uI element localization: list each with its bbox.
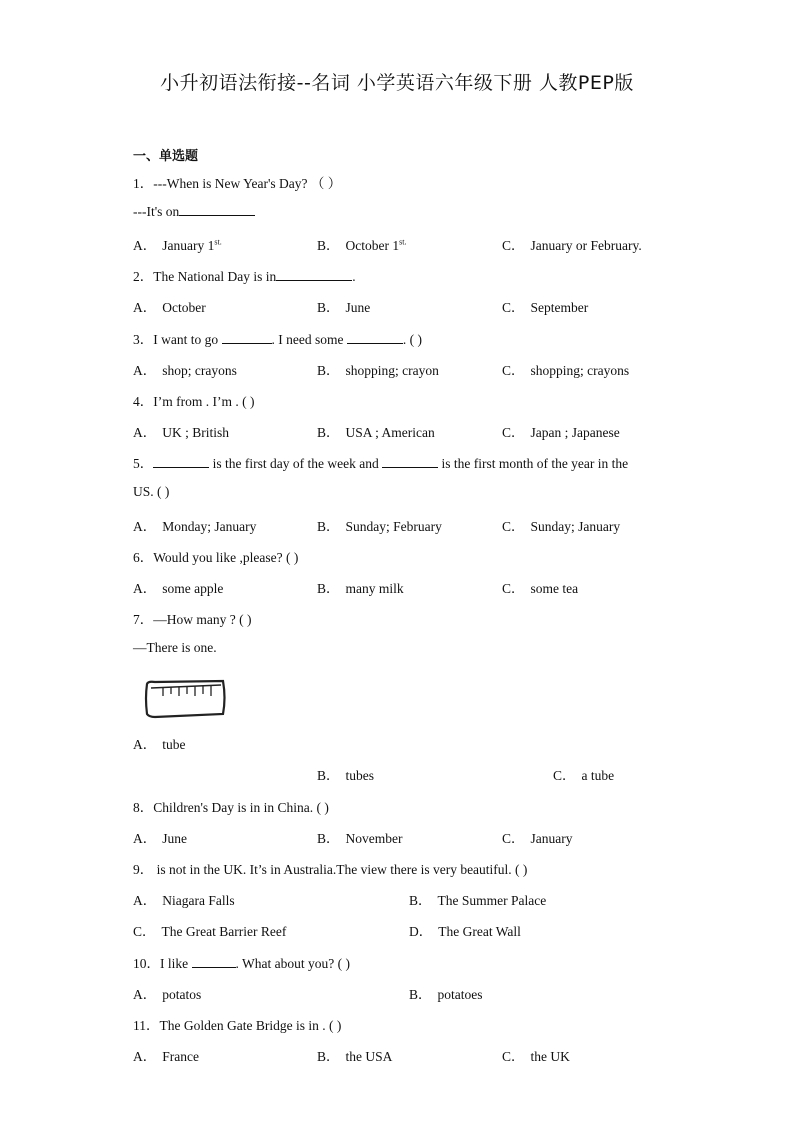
question-2-option-a[interactable]: A． October [133, 300, 206, 315]
question-1-option-a[interactable]: A． January $1^{st.}$ [133, 237, 222, 253]
question-1-answer-line: ---It's on [133, 203, 255, 220]
question-11-option-b[interactable]: B． the USA [317, 1049, 393, 1064]
question-3-option-b[interactable]: B． shopping; crayon [317, 363, 439, 378]
question-7-option-c[interactable]: C． a tube [553, 768, 615, 783]
question-10-option-b[interactable]: B． potatoes [409, 987, 483, 1002]
question-11-option-a[interactable]: A． France [133, 1049, 199, 1064]
question-8-stem: 8．Children's Day is in in China. ( ) [133, 800, 329, 815]
question-4-stem: 4．I’m from . I’m . ( ) [133, 394, 255, 409]
question-1-option-b[interactable]: B． October $1^{st.}$ [317, 237, 407, 253]
question-6-stem: 6．Would you like ,please? ( ) [133, 550, 299, 565]
question-11-option-c[interactable]: C． the UK [502, 1049, 570, 1064]
question-5-option-a[interactable]: A． Monday; January [133, 519, 257, 534]
question-6-option-a[interactable]: A． some apple [133, 581, 224, 596]
question-10-stem: 10．I like . What about you? ( ) [133, 956, 350, 971]
question-5-stem: 5． is the first day of the week and is the first month of the year in the [133, 456, 629, 471]
question-7-option-a[interactable]: A． tube [133, 737, 186, 752]
question-11-stem: 11．The Golden Gate Bridge is in . ( ) [133, 1018, 342, 1033]
tube-illustration [141, 676, 227, 720]
question-9-option-c[interactable]: C． The Great Barrier Reef [133, 924, 287, 939]
question-7-option-b[interactable]: B． tubes [317, 768, 375, 783]
question-5-option-b[interactable]: B． Sunday; February [317, 519, 442, 534]
question-1-option-c[interactable]: C． January or February. [502, 238, 642, 253]
question-3-option-a[interactable]: A． shop; crayons [133, 363, 237, 378]
question-8-option-b[interactable]: B． November [317, 831, 403, 846]
question-2-stem: 2．The National Day is in . [133, 269, 356, 284]
question-4-option-b[interactable]: B． USA ; American [317, 425, 435, 440]
question-9-option-d[interactable]: D． The Great Wall [409, 924, 521, 939]
question-9-stem: 9． is not in the UK. It’s in Australia.The view there is very beautiful. ( ) [133, 862, 528, 877]
question-4-option-a[interactable]: A． UK ; British [133, 425, 230, 440]
question-1-stem: 1．---When is New Year's Day? （ ） [133, 176, 342, 191]
question-9-option-b[interactable]: B． The Summer Palace [409, 893, 547, 908]
question-7-stem: 7．—How many ? ( ) [133, 612, 252, 627]
page-title: 小升初语法衔接--名词 小学英语六年级下册 人教PEP版 [160, 72, 634, 94]
question-9-option-a[interactable]: A． Niagara Falls [133, 893, 235, 908]
question-6-option-c[interactable]: C． some tea [502, 581, 579, 596]
question-2-option-c[interactable]: C． September [502, 300, 589, 315]
question-4-option-c[interactable]: C． Japan ; Japanese [502, 425, 620, 440]
question-3-stem: 3．I want to go . I need some . ( ) [133, 332, 422, 347]
section-heading: 一、单选题 [133, 149, 199, 164]
question-8-option-c[interactable]: C． January [502, 831, 573, 846]
question-5-option-c[interactable]: C． Sunday; January [502, 519, 621, 534]
question-6-option-b[interactable]: B． many milk [317, 581, 404, 596]
question-7-answer-line: —There is one. [133, 640, 217, 655]
question-8-option-a[interactable]: A． June [133, 831, 187, 846]
question-10-option-a[interactable]: A． potatos [133, 987, 202, 1002]
question-3-option-c[interactable]: C． shopping; crayons [502, 363, 630, 378]
question-2-option-b[interactable]: B． June [317, 300, 371, 315]
question-5-stem-continued: US. ( ) [133, 484, 170, 499]
